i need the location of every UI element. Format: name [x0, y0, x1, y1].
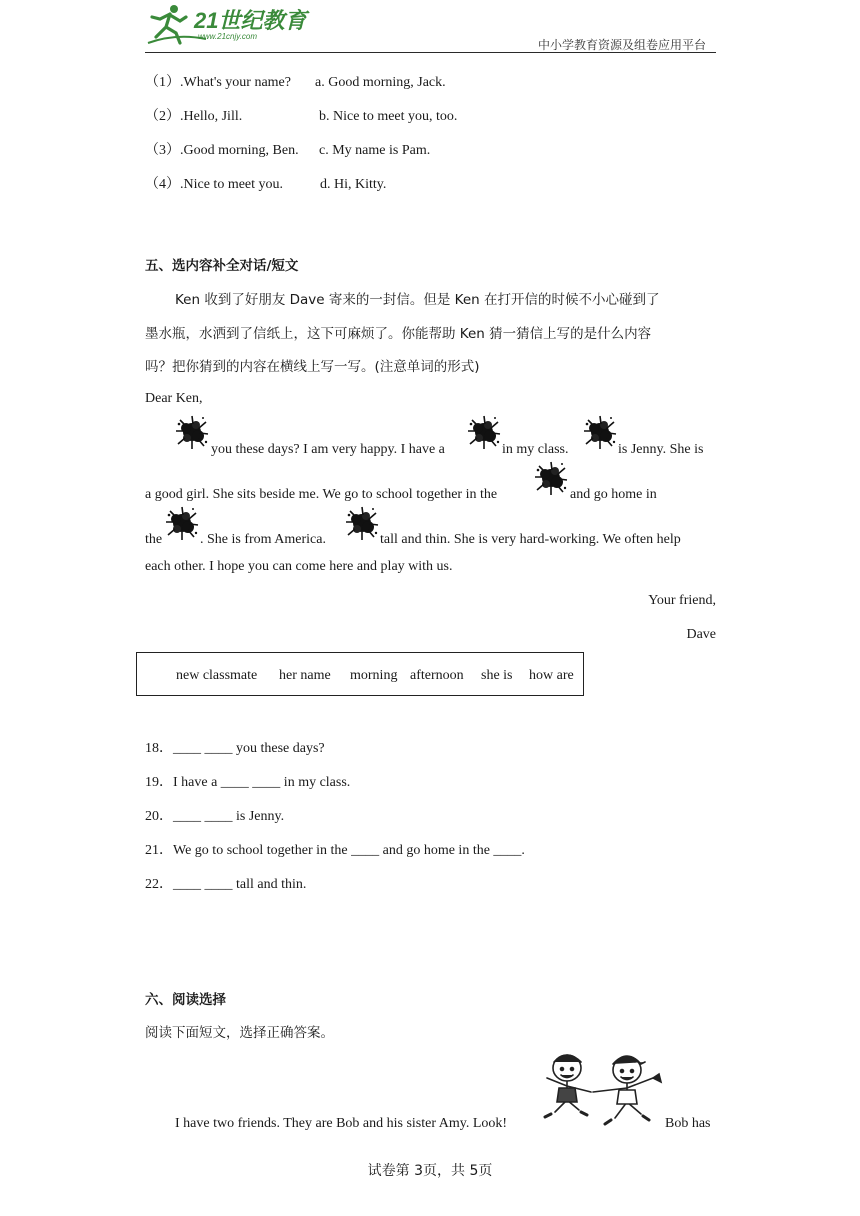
ink-blot	[164, 505, 200, 541]
section5-intro-2: 墨水瓶，水洒到了信纸上，这下可麻烦了。你能帮助 Ken 猜一猜信上写的是什么内容	[145, 326, 652, 342]
header-platform-text: 中小学教育资源及组卷应用平台	[537, 38, 706, 52]
letter-line3-c: tall and thin. She is very hard-working. We often help	[380, 532, 681, 547]
section5-intro-1: Ken 收到了好朋友 Dave 寄来的一封信。但是 Ken 在打开信的时候不小心碰到了	[175, 292, 660, 308]
letter-line2-b: and go home in	[570, 487, 657, 502]
section5-title: 五、选内容补全对话/短文	[145, 258, 299, 274]
ink-blot	[466, 414, 502, 450]
ink-blot	[582, 414, 618, 450]
letter-line1-a: you these days? I am very happy. I have a	[211, 442, 445, 457]
matching-a2: b. Nice to meet you, too.	[319, 109, 458, 124]
letter-line3-b: . She is from America.	[200, 532, 326, 547]
question-20: 20．____ ____ is Jenny.	[145, 809, 285, 824]
section6-title: 六、阅读选择	[145, 992, 226, 1008]
matching-a3: c. My name is Pam.	[319, 143, 431, 158]
matching-a1: a. Good morning, Jack.	[315, 75, 446, 90]
svg-text:21世纪教育: 21世纪教育	[194, 8, 307, 33]
letter-greeting: Dear Ken,	[145, 391, 203, 406]
matching-q3: （3）.Good morning, Ben.	[145, 143, 299, 158]
page-footer: 试卷第 3页，共 5页	[367, 1163, 493, 1179]
letter-line4: each other. I hope you can come here and play with us.	[145, 559, 453, 574]
matching-q4: （4）.Nice to meet you.	[145, 177, 284, 192]
section6-text-a: I have two friends. They are Bob and his sister Amy. Look!	[175, 1116, 508, 1131]
matching-a4: d. Hi, Kitty.	[320, 177, 387, 192]
word-bank-item: she is	[481, 668, 513, 683]
logo	[146, 3, 316, 45]
word-bank-item: morning	[350, 668, 398, 683]
word-bank-item: new classmate	[176, 668, 258, 683]
question-18: 18．____ ____ you these days?	[145, 741, 325, 756]
letter-closing: Your friend,	[648, 593, 716, 608]
matching-q1: （1）.What's your name?	[145, 75, 291, 90]
letter-signature: Dave	[686, 627, 716, 642]
letter-line1-b: in my class.	[502, 442, 569, 457]
matching-q2: （2）.Hello, Jill.	[145, 109, 243, 124]
section6-text-b: Bob has	[665, 1116, 711, 1131]
word-bank-item: her name	[279, 668, 331, 683]
ink-blot	[344, 505, 380, 541]
letter-line1-c: is Jenny. She is	[618, 442, 704, 457]
section5-intro-3: 吗？把你猜到的内容在横线上写一写。(注意单词的形式)	[145, 359, 480, 375]
header-divider	[145, 52, 716, 53]
two-children-illustration	[541, 1048, 665, 1132]
ink-blot	[174, 414, 210, 450]
word-bank-item: how are	[529, 668, 574, 683]
letter-line2-a: a good girl. She sits beside me. We go to school together in the	[145, 487, 498, 502]
section6-instruction: 阅读下面短文，选择正确答案。	[145, 1025, 334, 1041]
svg-text:www.21cnjy.com: www.21cnjy.com	[198, 32, 257, 41]
question-19: 19．I have a ____ ____ in my class.	[145, 775, 351, 790]
question-22: 22．____ ____ tall and thin.	[145, 877, 307, 892]
letter-line3-a: the	[145, 532, 163, 547]
word-bank-box	[136, 652, 584, 696]
ink-blot	[533, 460, 569, 496]
question-21: 21．We go to school together in the ____ and go home in the ____.	[145, 843, 525, 858]
word-bank-item: afternoon	[410, 668, 464, 683]
